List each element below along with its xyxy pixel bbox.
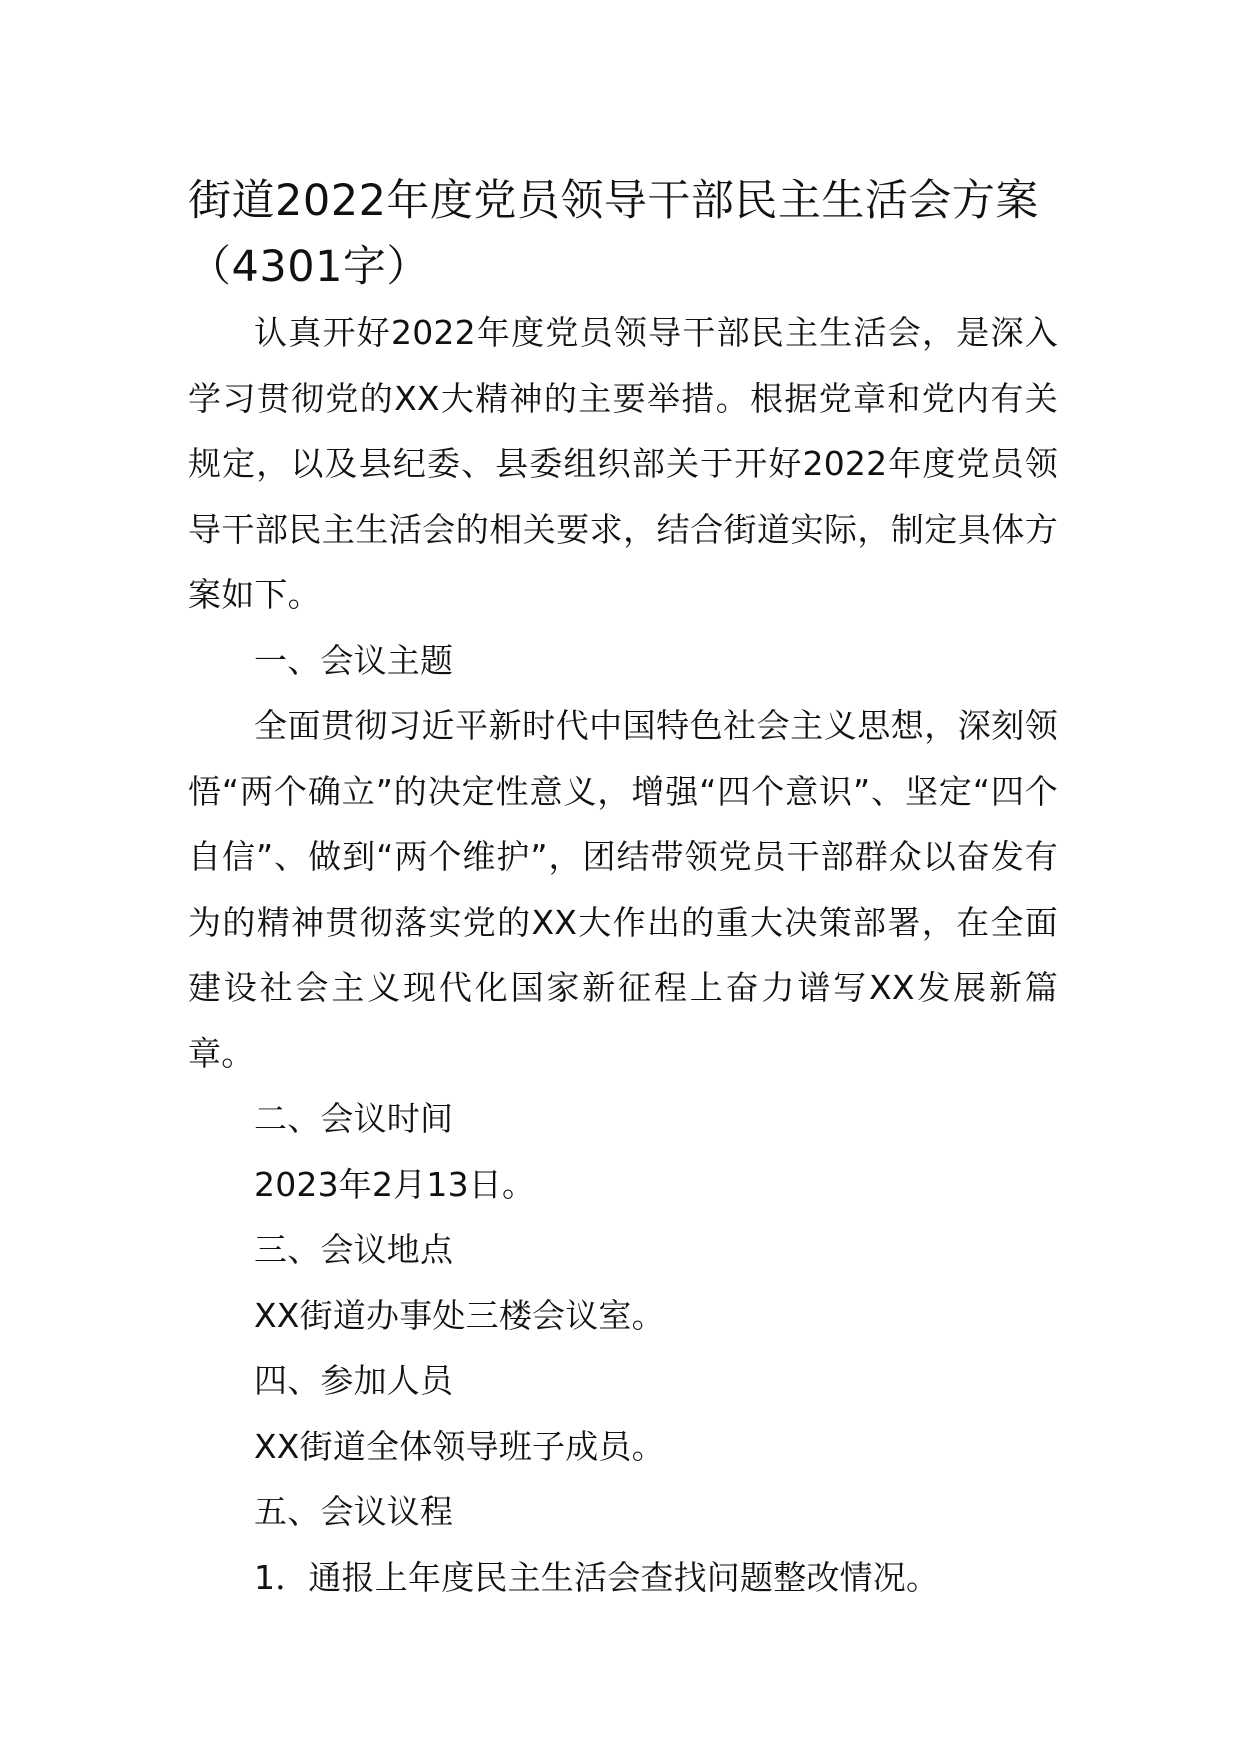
- section-heading-location: 三、会议地点: [254, 1230, 454, 1269]
- section-heading-time: 二、会议时间: [254, 1099, 454, 1138]
- document-title: 街道2022年度党员领导干部民主生活会方案（4301字）: [188, 176, 1039, 292]
- document-body: [188, 168, 1058, 1610]
- section-heading-attendees: 四、参加人员: [254, 1361, 454, 1400]
- meeting-attendees: XX街道全体领导班子成员。: [254, 1426, 665, 1466]
- meeting-location: XX街道办事处三楼会议室。: [254, 1295, 665, 1335]
- intro-paragraph: 认真开好2022年度党员领导干部民主生活会，是深入学习贯彻党的XX大精神的主要举措。根据党章和党内有关规定，以及县纪委、县委组织部关于开好2022年度党员领导干部民主生活会的相关要求，结合街道实际，制定具体方案如下。: [188, 313, 1058, 614]
- meeting-date: 2023年2月13日。: [254, 1164, 536, 1204]
- section-heading-theme: 一、会议主题: [254, 640, 454, 680]
- theme-paragraph: 全面贯彻习近平新时代中国特色社会主义思想，深刻领悟“两个确立”的决定性意义，增强“四个意识”、坚定“四个自信”、做到“两个维护”，团结带领党员干部群众以奋发有为的精神贯彻落实党的XX大作出的重大决策部署，在全面建设社会主义现代化国家新征程上奋力谱写XX发展新篇章。: [188, 706, 1058, 1073]
- agenda-item-1: 1．通报上年度民主生活会查找问题整改情况。: [254, 1557, 940, 1597]
- section-heading-agenda: 五、会议议程: [254, 1492, 454, 1531]
